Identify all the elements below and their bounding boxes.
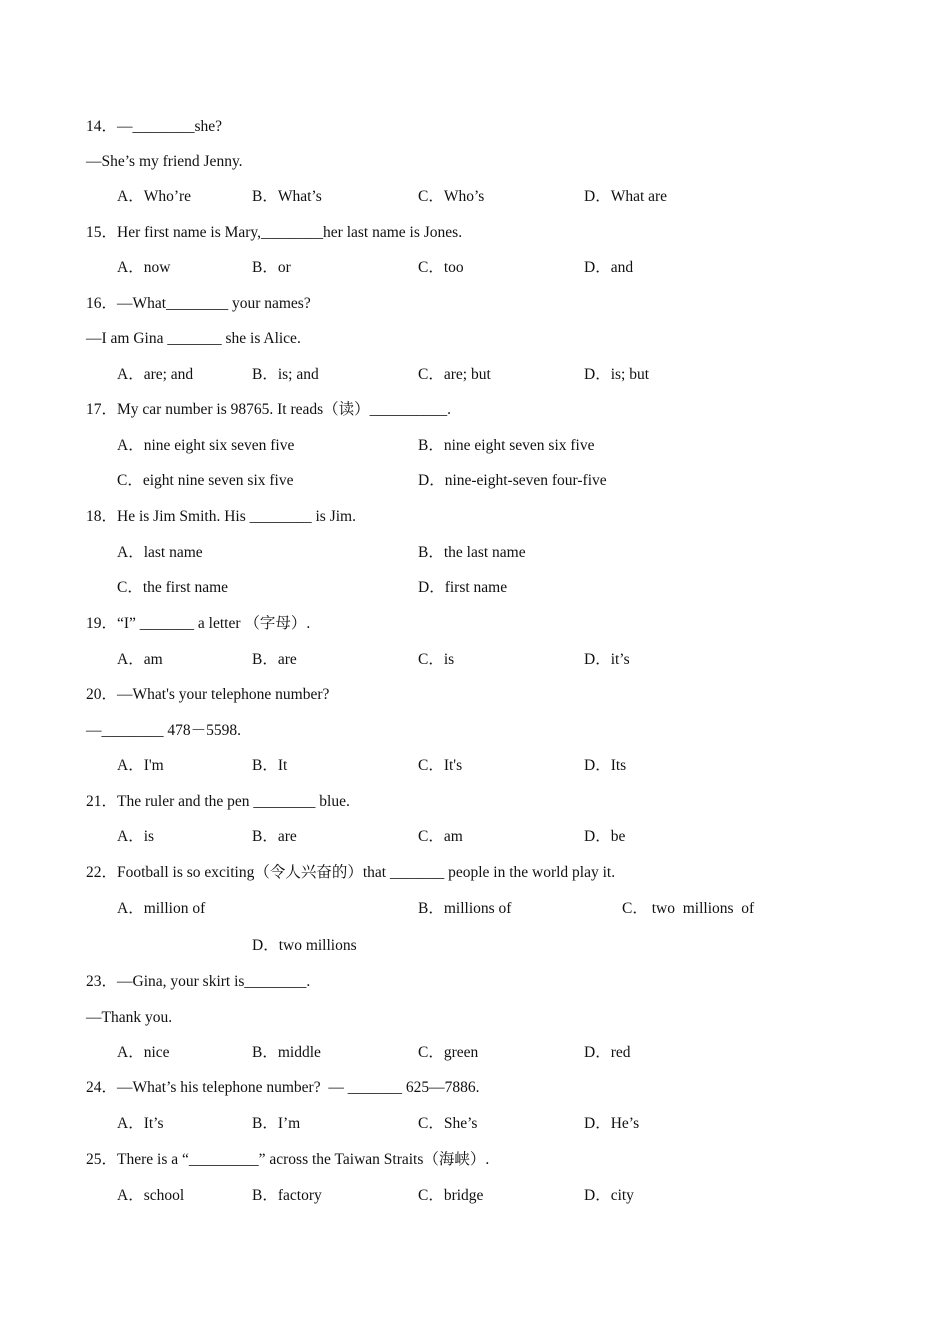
question-20-response: —________ 478－5598. [86,722,242,739]
question-21-stem: 21．The ruler and the pen ________ blue. [86,793,350,810]
question-14-option-b: B．What’s [252,188,322,205]
question-18-option-c: C．the first name [117,579,229,596]
question-14-option-a: A．Who’re [117,188,192,205]
question-20-option-b: B．It [252,757,288,774]
question-15-option-a: A．now [117,259,171,276]
question-19-option-d: D．it’s [584,651,630,668]
question-17-option-c: C．eight nine seven six five [117,472,294,489]
question-21-option-d: D．be [584,828,626,845]
question-14-option-d: D．What are [584,188,668,205]
question-24-option-a: A．It’s [117,1115,164,1132]
question-20-option-c: C．It's [418,757,463,774]
question-18-stem: 18．He is Jim Smith. His ________ is Jim. [86,508,356,525]
question-23-option-b: B．middle [252,1044,321,1061]
question-16-option-d: D．is; but [584,366,650,383]
question-20-stem: 20．—What's your telephone number? [86,686,330,703]
question-14-response: —She’s my friend Jenny. [86,153,243,170]
question-16-option-a: A．are; and [117,366,194,383]
question-20-option-d: D．Its [584,757,627,774]
question-17-stem: 17．My car number is 98765. It reads（读）__________. [86,401,452,418]
question-17-option-a: A．nine eight six seven five [117,437,295,454]
question-23-stem: 23．—Gina, your skirt is________. [86,973,311,990]
question-23-option-d: D．red [584,1044,631,1061]
question-15-stem: 15．Her first name is Mary,________her last name is Jones. [86,224,463,241]
question-22-option-b: B．millions of [418,900,512,917]
question-18-option-d: D．first name [418,579,508,596]
question-22-option-d: D．two millions [252,937,357,954]
question-19-stem: 19．“I” _______ a letter （字母）. [86,615,311,632]
question-19-option-a: A．am [117,651,163,668]
question-22-option-a: A．million of [117,900,206,917]
question-19-option-b: B．are [252,651,297,668]
question-25-option-a: A．school [117,1187,185,1204]
question-25-option-d: D．city [584,1187,634,1204]
question-17-option-d: D．nine-eight-seven four-five [418,472,607,489]
question-15-option-c: C．too [418,259,464,276]
question-18-option-a: A．last name [117,544,203,561]
question-24-option-c: C．She’s [418,1115,478,1132]
question-21-option-a: A．is [117,828,155,845]
question-24-stem: 24．—What’s his telephone number? — _______ 625—7886. [86,1079,480,1096]
question-16-option-b: B．is; and [252,366,319,383]
question-16-stem: 16．—What________ your names? [86,295,311,312]
question-23-option-c: C．green [418,1044,479,1061]
question-14-stem: 14．—________she? [86,118,223,135]
question-19-option-c: C．is [418,651,455,668]
question-24-option-b: B．I’m [252,1115,301,1132]
question-16-option-c: C．are; but [418,366,491,383]
question-24-option-d: D．He’s [584,1115,640,1132]
question-23-option-a: A．nice [117,1044,170,1061]
question-22-option-c: C． two millions of [622,900,755,917]
question-21-option-b: B．are [252,828,297,845]
question-25-option-c: C．bridge [418,1187,484,1204]
question-25-option-b: B．factory [252,1187,322,1204]
question-22-stem: 22．Football is so exciting（令人兴奋的）that _______ people in the world play it. [86,864,616,881]
question-16-response: —I am Gina _______ she is Alice. [86,330,301,347]
question-18-option-b: B．the last name [418,544,526,561]
question-20-option-a: A．I'm [117,757,164,774]
question-15-option-b: B．or [252,259,291,276]
question-17-option-b: B．nine eight seven six five [418,437,595,454]
question-21-option-c: C．am [418,828,463,845]
question-15-option-d: D．and [584,259,634,276]
question-25-stem: 25．There is a “_________” across the Taiwan Straits（海峡）. [86,1151,490,1168]
question-23-response: —Thank you. [86,1009,173,1026]
question-14-option-c: C．Who’s [418,188,485,205]
